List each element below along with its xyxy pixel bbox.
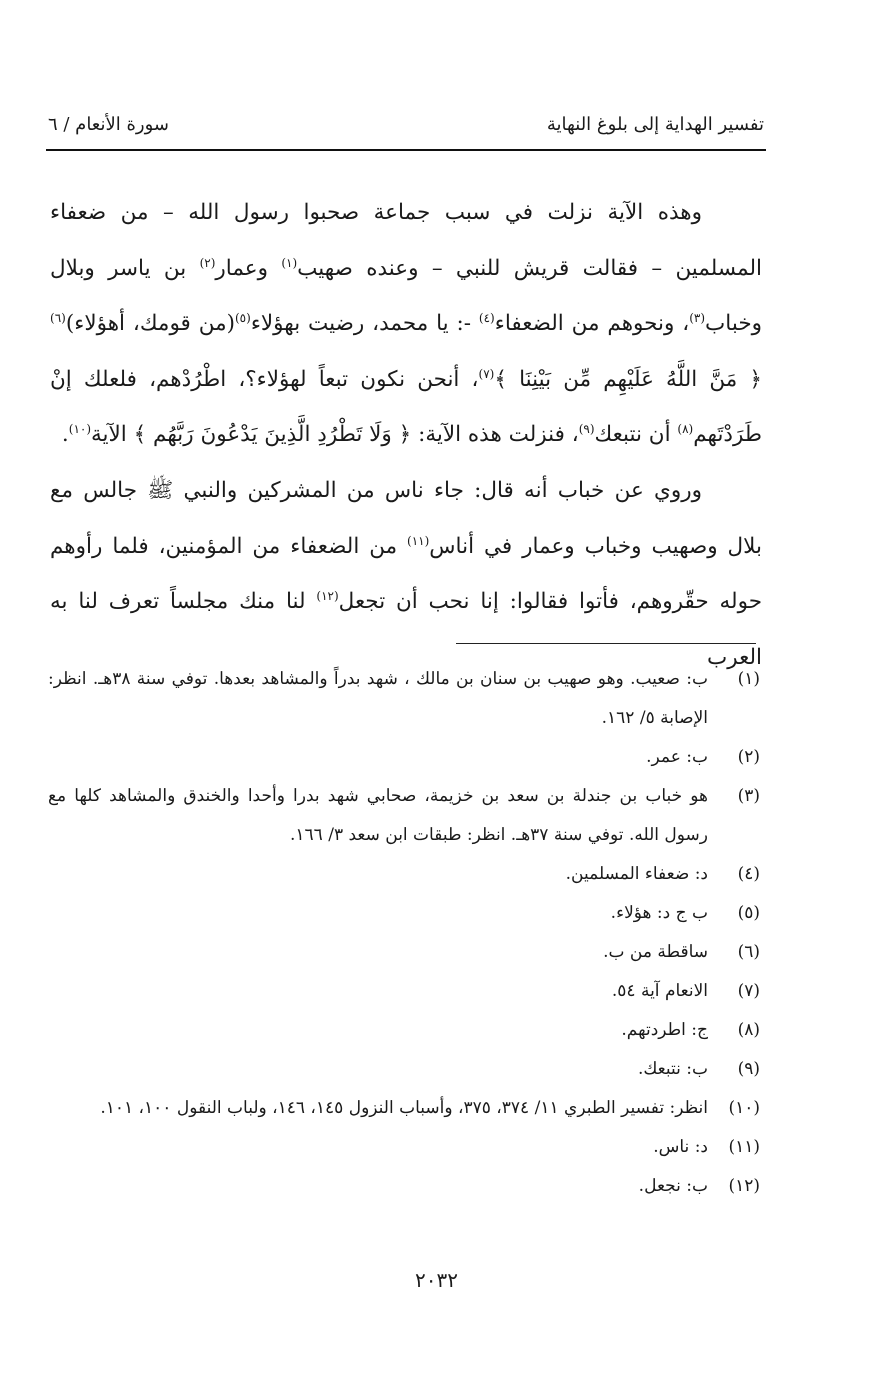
footnote-text: انظر: تفسير الطبري ١١/ ٣٧٤، ٣٧٥، وأسباب النزول ١٤٥، ١٤٦، ولباب النقول ١٠٠، ١٠١. [100, 1098, 708, 1118]
text-segment: بن ياسر وبلال وخباب [50, 255, 762, 336]
footnote-number: (٩) [737, 1059, 760, 1079]
footnote-item [48, 1167, 760, 1206]
paragraph-text [50, 185, 762, 463]
footnote-number: (٢) [737, 747, 760, 767]
footnotes-list [48, 660, 760, 1206]
footnote-text: ساقطة من ب. [603, 942, 708, 962]
footnote-item [48, 1050, 760, 1089]
footnote-text: د: ضعفاء المسلمين. [565, 864, 708, 884]
footnote-item [48, 1011, 760, 1050]
footnote-text: هو خباب بن جندلة بن سعد بن خزيمة، صحابي شهد بدرا وأحدا والخندق والمشاهد كلها مع رسول الله. توفي سنة ٣٧هـ. انظر: طبقات ابن سعد ٣/ ١٦٦. [48, 786, 708, 845]
footnote-item [48, 894, 760, 933]
text-segment: أن نتبعك [594, 422, 678, 447]
footnote-ref: (١١) [407, 533, 430, 548]
footnote-ref: (٦) [50, 310, 66, 325]
header-rule [46, 149, 766, 151]
footnote-number: (٣) [737, 786, 760, 806]
footnote-item [48, 1089, 760, 1128]
footnote-ref: (١) [281, 255, 298, 270]
footnote-text: ج: اطردتهم. [621, 1020, 708, 1040]
text-segment: وهذه الآية نزلت في سبب جماعة صحبوا رسول الله – من ضعفاء المسلمين – فقالت قريش للنبي – وعنده صهيب [50, 200, 762, 281]
text-segment: . [61, 422, 69, 447]
footnote-number: (١١) [728, 1137, 760, 1157]
text-segment: ، ونحوهم من الضعفاء [494, 311, 690, 336]
quran-quote: ﴿ مَنَّ اللَّهُ عَلَيْهِم مِّن بَيْنِنَا ﴾ [494, 366, 762, 392]
text-segment: وعمار [215, 255, 282, 281]
footnote-text: د: ناس. [653, 1137, 708, 1157]
footnote-item [48, 933, 760, 972]
footnote-ref: (٨) [677, 421, 694, 436]
text-segment: من الضعفاء من المؤمنين، فلما رأوهم حوله حقّروهم، فأتوا فقالوا: إنا نحب أن تجعل [50, 533, 762, 614]
footnote-text: ب ج د: هؤلاء. [610, 903, 708, 923]
footnote-ref: (٧) [478, 366, 495, 381]
footnote-text: ب: نتبعك. [637, 1059, 708, 1079]
footnote-item [48, 855, 760, 894]
paragraph-text [50, 463, 762, 685]
footnote-number: (١٠) [728, 1098, 760, 1118]
quran-quote: ، فنزلت هذه الآية: ﴿ وَلَا تَطْرُدِ الَّذِينَ يَدْعُونَ رَبَّهُم ﴾ الآية [91, 422, 579, 447]
footnote-item [48, 777, 760, 855]
footnote-item [48, 660, 760, 738]
footnote-ref: (٤) [478, 310, 495, 325]
footnote-number: (٥) [737, 903, 760, 923]
footnote-number: (٦) [737, 942, 760, 962]
text-segment: ، أنحن نكون تبعاً لهؤلاء؟، اطْرُدْهم، فلعلك إنْ طَرَدْتَهم [50, 366, 762, 447]
footnote-ref: (١٠) [68, 421, 92, 436]
footnote-ref: (٢) [199, 255, 216, 270]
footnote-text: ب: صعيب. وهو صهيب بن سنان بن مالك ، شهد بدراً والمشاهد بعدها. توفي سنة ٣٨هـ. انظر: الإصابة ٥/ ١٦٢. [48, 669, 708, 728]
running-header [48, 114, 764, 146]
footnote-text: ب: نجعل. [638, 1176, 708, 1196]
footnote-number: (٤) [737, 864, 760, 884]
book-title: تفسير الهداية إلى بلوغ النهاية [546, 114, 764, 135]
footnote-item [48, 738, 760, 777]
footnote-number: (١) [737, 669, 760, 689]
footnote-item [48, 972, 760, 1011]
page-number: ٢٠٣٢ [415, 1268, 458, 1292]
footnote-ref: (١٢) [316, 588, 339, 603]
footnote-number: (٨) [737, 1020, 760, 1040]
footnote-number: (١٢) [728, 1176, 760, 1196]
text-segment: لنا منك مجلساً تعرف لنا به العرب [50, 589, 762, 670]
text-segment: وروي عن خباب أنه قال: جاء ناس من المشركين والنبي ﷺ جالس مع بلال وصهيب وخباب وعمار في أناس [50, 478, 762, 559]
footnote-ref: (٩) [578, 421, 595, 436]
paragraph-2 [50, 463, 762, 685]
footnote-text: الانعام آية ٥٤. [611, 981, 708, 1001]
surah-label: سورة الأنعام / ٦ [48, 114, 169, 135]
text-segment: -: يا محمد، رضيت بهؤلاء [250, 311, 479, 336]
footnote-item [48, 1128, 760, 1167]
footnote-number: (٧) [737, 981, 760, 1001]
footnote-separator [456, 643, 756, 644]
text-segment: (من قومك، أهؤلاء) [65, 311, 235, 336]
paragraph-1 [50, 185, 762, 463]
footnote-ref: (٥) [234, 310, 251, 325]
footnote-ref: (٣) [689, 310, 706, 325]
footnote-text: ب: عمر. [646, 747, 708, 767]
